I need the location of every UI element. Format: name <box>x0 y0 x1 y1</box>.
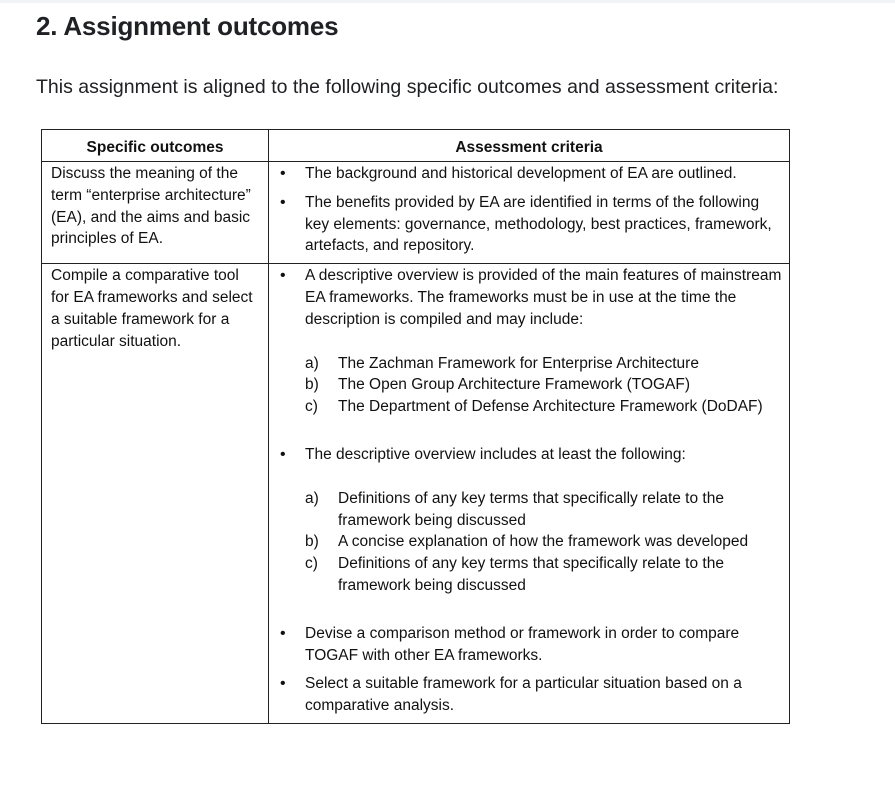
table-row <box>42 264 790 724</box>
sub-marker: b) <box>305 533 319 551</box>
outcomes-table <box>41 129 790 724</box>
criteria-text: The background and historical development of EA are outlined. <box>305 165 737 182</box>
sub-text: Definitions of any key terms that specifically relate to the framework being discussed <box>338 555 724 594</box>
criteria-text: Devise a comparison method or framework in order to compare TOGAF with other EA frameworks. <box>305 624 740 664</box>
intro-paragraph: This assignment is aligned to the following specific outcomes and assessment criteria: <box>36 76 779 98</box>
criteria-item <box>279 192 783 257</box>
header-assessment-criteria: Assessment criteria <box>269 130 790 162</box>
criteria-text: Select a suitable framework for a particular situation based on a comparative analysis. <box>305 675 742 715</box>
sub-item <box>305 396 783 418</box>
criteria-item <box>279 265 783 418</box>
sub-item <box>305 553 783 597</box>
sub-item <box>305 488 783 532</box>
sub-item <box>305 353 783 375</box>
criteria-text: The benefits provided by EA are identified in terms of the following key elements: governance, methodology, best practices, framework, artefacts, and repository. <box>305 193 772 255</box>
sub-marker: c) <box>305 398 318 416</box>
sub-text: The Department of Defense Architecture Framework (DoDAF) <box>338 398 763 416</box>
sub-text: A concise explanation of how the framework was developed <box>338 533 749 551</box>
sub-marker: a) <box>305 489 319 507</box>
top-divider <box>0 0 895 3</box>
sub-marker: a) <box>305 354 319 372</box>
criteria-item <box>279 673 783 717</box>
criteria-cell <box>269 162 790 264</box>
criteria-item <box>279 444 783 597</box>
criteria-item <box>279 623 783 667</box>
sub-text: The Zachman Framework for Enterprise Architecture <box>338 354 699 372</box>
criteria-list <box>279 163 783 257</box>
header-specific-outcomes: Specific outcomes <box>42 130 269 162</box>
criteria-text: The descriptive overview includes at least the following: <box>305 445 686 463</box>
criteria-cell <box>269 264 790 724</box>
sub-list <box>305 353 783 418</box>
sub-text: The Open Group Architecture Framework (TOGAF) <box>338 376 691 394</box>
outcome-cell: Discuss the meaning of the term “enterprise architecture” (EA), and the aims and basic principles of EA. <box>42 162 269 264</box>
sub-item <box>305 374 783 396</box>
table-row <box>42 162 790 264</box>
section-heading: 2. Assignment outcomes <box>36 11 339 41</box>
sub-marker: c) <box>305 555 318 573</box>
sub-list <box>305 488 783 597</box>
sub-text: Definitions of any key terms that specifically relate to the framework being discussed <box>338 489 724 529</box>
criteria-item <box>279 163 783 185</box>
criteria-list <box>279 265 783 717</box>
sub-item <box>305 531 783 553</box>
sub-marker: b) <box>305 376 319 394</box>
criteria-text: A descriptive overview is provided of the main features of mainstream EA frameworks. The frameworks must be in use at the time the description is compiled and may include: <box>305 267 782 328</box>
outcome-cell: Compile a comparative tool for EA frameworks and select a suitable framework for a particular situation. <box>42 264 269 724</box>
table-header-row <box>42 130 790 162</box>
